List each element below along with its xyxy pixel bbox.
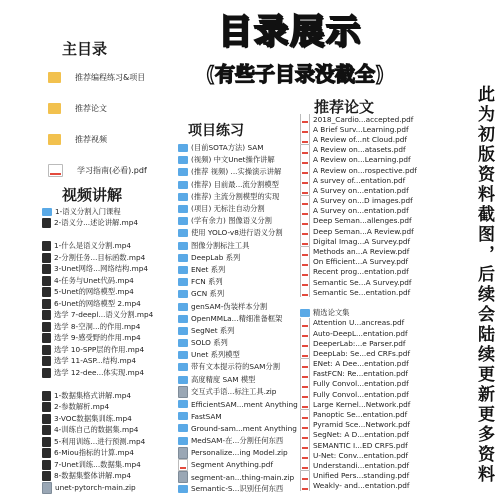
video-item[interactable] bbox=[42, 367, 177, 379]
project-item[interactable] bbox=[178, 215, 306, 227]
project-item[interactable] bbox=[178, 227, 306, 239]
paper-item-label: A Review on...rospective.pdf bbox=[313, 165, 417, 175]
paper-item[interactable] bbox=[300, 236, 418, 246]
paper-item-label: A Survey on...entation.pdf bbox=[313, 185, 409, 195]
project-item[interactable] bbox=[178, 252, 306, 264]
video-item-label: 2-语义分...述论讲解.mp4 bbox=[54, 218, 139, 228]
pdf-icon bbox=[300, 440, 310, 450]
pdf-icon bbox=[300, 206, 310, 216]
paper-item-label: A Review on...atasets.pdf bbox=[313, 145, 406, 155]
pdf-icon bbox=[300, 409, 310, 419]
paper-item[interactable] bbox=[300, 257, 418, 267]
pdf-icon bbox=[300, 196, 310, 206]
video-item-label: 6-Miou指标的计算.mp4 bbox=[54, 448, 134, 458]
project-item[interactable] bbox=[178, 410, 306, 422]
folder-icon bbox=[178, 193, 188, 201]
paper-item-label: Recent prog...entation.pdf bbox=[313, 267, 409, 277]
paper-item[interactable] bbox=[300, 114, 418, 124]
paper-item[interactable] bbox=[300, 277, 418, 287]
video-icon bbox=[42, 345, 51, 355]
paper-item[interactable] bbox=[300, 165, 418, 175]
project-item[interactable] bbox=[178, 337, 306, 349]
project-item-label: Personalize...ing Model.zip bbox=[191, 448, 288, 458]
main-catalog-item-label: 推荐视频 bbox=[75, 135, 107, 144]
paper-item-label: U-Net: Conv...entation.pdf bbox=[313, 450, 409, 460]
paper-item-label: Large Kernel...Network.pdf bbox=[313, 399, 411, 409]
paper-item-label: A Review on...Learning.pdf bbox=[313, 155, 411, 165]
project-item-label: SOLO 系列 bbox=[191, 338, 228, 348]
project-item-label: SegNet 系列 bbox=[191, 325, 235, 335]
video-icon bbox=[42, 402, 51, 412]
pdf-icon bbox=[300, 124, 310, 134]
video-item-label: 1-什么是语义分割.mp4 bbox=[54, 241, 132, 251]
zip-icon bbox=[178, 471, 188, 483]
pdf-icon bbox=[300, 338, 310, 348]
main-catalog-item[interactable] bbox=[48, 62, 188, 93]
project-item-label: Semantic-S...识别任何东西 bbox=[191, 484, 284, 494]
pdf-icon bbox=[300, 226, 310, 236]
project-item[interactable] bbox=[178, 300, 306, 312]
pdf-icon bbox=[300, 155, 310, 165]
folder-icon bbox=[178, 168, 188, 176]
paper-item[interactable] bbox=[300, 359, 418, 369]
video-item-label: 2-参数解析.mp4 bbox=[54, 402, 110, 412]
paper-item bbox=[300, 297, 418, 307]
paper-item-label: A Review of...nt Cloud.pdf bbox=[313, 134, 407, 144]
paper-item[interactable] bbox=[300, 471, 418, 481]
folder-icon bbox=[48, 103, 61, 114]
paper-item-label: Panoptic Se...entation.pdf bbox=[313, 410, 408, 420]
video-item[interactable] bbox=[42, 264, 177, 276]
video-item-label: 选学 8-空洞...的作用.mp4 bbox=[54, 321, 141, 331]
main-catalog-item[interactable] bbox=[48, 155, 188, 186]
video-item[interactable] bbox=[42, 206, 177, 218]
paper-item-label: Deep Seman...allenges.pdf bbox=[313, 216, 412, 226]
project-item[interactable] bbox=[178, 459, 306, 471]
video-item-label: 1-语义分割入门课程 bbox=[55, 206, 121, 216]
project-item[interactable] bbox=[178, 154, 306, 166]
pdf-icon bbox=[300, 145, 310, 155]
folder-icon bbox=[178, 363, 188, 371]
project-item[interactable] bbox=[178, 361, 306, 373]
video-item-label: 5-利用训练...进行预测.mp4 bbox=[54, 436, 146, 446]
zip-icon bbox=[42, 482, 52, 494]
video-item-label: 4-训练自己的数据集.mp4 bbox=[54, 425, 139, 435]
paper-item[interactable] bbox=[300, 318, 418, 328]
paper-item-label: Auto-DeepL...entation.pdf bbox=[313, 328, 408, 338]
video-icon bbox=[42, 322, 51, 332]
pdf-icon bbox=[300, 399, 310, 409]
pdf-icon bbox=[300, 134, 310, 144]
project-item[interactable] bbox=[178, 276, 306, 288]
main-catalog-item-label: 推荐论文 bbox=[75, 104, 107, 113]
project-item[interactable] bbox=[178, 191, 306, 203]
paper-item-label: SegNet: A D...entation.pdf bbox=[313, 430, 409, 440]
paper-item[interactable] bbox=[300, 196, 418, 206]
project-item-label: Segment Anything.pdf bbox=[191, 460, 274, 470]
video-item[interactable] bbox=[42, 252, 177, 264]
project-item[interactable] bbox=[178, 422, 306, 434]
video-item[interactable] bbox=[42, 448, 177, 460]
folder-icon bbox=[178, 412, 188, 420]
paper-item[interactable] bbox=[300, 267, 418, 277]
project-item[interactable] bbox=[178, 240, 306, 252]
project-item[interactable] bbox=[178, 288, 306, 300]
video-icon bbox=[42, 299, 51, 309]
video-list bbox=[42, 206, 177, 494]
paper-item-label: FastFCN: Re...entation.pdf bbox=[313, 369, 408, 379]
project-item-label: EfficientSAM...ment Anything bbox=[191, 399, 298, 409]
pdf-icon bbox=[300, 389, 310, 399]
pdf-icon bbox=[300, 369, 310, 379]
video-item[interactable] bbox=[42, 287, 177, 299]
paper-item[interactable] bbox=[300, 185, 418, 195]
video-icon bbox=[42, 218, 51, 228]
video-icon bbox=[42, 264, 51, 274]
project-item-label: 带有文本提示符的SAM分割 bbox=[191, 362, 281, 372]
pdf-icon bbox=[300, 185, 310, 195]
pdf-icon bbox=[300, 348, 310, 358]
pdf-icon bbox=[300, 430, 310, 440]
video-item-label: 3-VOC数据集训练.mp4 bbox=[54, 413, 132, 423]
pdf-icon bbox=[300, 460, 310, 470]
folder-icon bbox=[48, 134, 61, 145]
video-icon bbox=[42, 391, 51, 401]
paper-item-label: Fully Convol...entation.pdf bbox=[313, 379, 409, 389]
paper-item-label: 2018_Cardio...accepted.pdf bbox=[313, 114, 414, 124]
folder-icon bbox=[178, 327, 188, 335]
folder-icon bbox=[178, 144, 188, 152]
folder-icon bbox=[178, 254, 188, 262]
video-icon bbox=[42, 287, 51, 297]
project-item[interactable] bbox=[178, 142, 306, 154]
folder-icon bbox=[178, 339, 188, 347]
pdf-icon bbox=[300, 318, 310, 328]
paper-item-label: SEMANTIC I...ED CRFS.pdf bbox=[313, 440, 408, 450]
paper-item-label: Digital Imag...A Survey.pdf bbox=[313, 236, 411, 246]
paper-item[interactable] bbox=[300, 338, 418, 348]
project-item[interactable] bbox=[178, 435, 306, 447]
pdf-icon bbox=[300, 267, 310, 277]
zip-icon bbox=[178, 447, 188, 459]
video-item-label: 5-Unet的网络模型.mp4 bbox=[54, 287, 134, 297]
paper-item-label: Understandi...entation.pdf bbox=[313, 460, 410, 470]
paper-item[interactable] bbox=[300, 348, 418, 358]
video-icon bbox=[42, 460, 51, 470]
paper-item[interactable] bbox=[300, 430, 418, 440]
project-item-label: 图像分割标注工具 bbox=[191, 240, 250, 250]
folder-icon bbox=[300, 309, 310, 317]
project-item[interactable] bbox=[178, 313, 306, 325]
main-catalog-title: 主目录 bbox=[62, 40, 108, 58]
folder-icon bbox=[178, 181, 188, 189]
folder-icon bbox=[178, 351, 188, 359]
video-icon bbox=[42, 276, 51, 286]
pdf-icon bbox=[178, 459, 188, 471]
project-item[interactable] bbox=[178, 349, 306, 361]
project-item-label: (推荐 视频) ...实操演示讲解 bbox=[191, 167, 282, 177]
video-item-label: 选学 11-ASP...结构.mp4 bbox=[54, 356, 136, 366]
paper-item-label: A Survey on...entation.pdf bbox=[313, 206, 409, 216]
pdf-icon bbox=[300, 287, 310, 297]
video-item[interactable] bbox=[42, 413, 177, 425]
project-item-label: OpenMMLa...精细准备框架 bbox=[191, 313, 283, 323]
paper-item[interactable] bbox=[300, 389, 418, 399]
video-item[interactable] bbox=[42, 471, 177, 483]
project-item-label: GCN 系列 bbox=[191, 289, 225, 299]
paper-item[interactable] bbox=[300, 379, 418, 389]
pdf-icon bbox=[300, 257, 310, 267]
paper-item-label: 精选论文集 bbox=[313, 307, 350, 317]
video-icon bbox=[42, 471, 51, 481]
project-item[interactable] bbox=[178, 325, 306, 337]
video-icon bbox=[42, 368, 51, 378]
project-item-label: (推荐) 主流分割模型的实现 bbox=[191, 191, 280, 201]
pdf-icon bbox=[300, 114, 310, 124]
folder-icon bbox=[178, 217, 188, 225]
video-item[interactable] bbox=[42, 275, 177, 287]
project-section-title: 项目练习 bbox=[188, 123, 244, 139]
folder-icon bbox=[178, 376, 188, 384]
paper-item-label: A Survey on...D images.pdf bbox=[313, 196, 413, 206]
video-item-label: 1-数据集格式讲解.mp4 bbox=[54, 390, 132, 400]
paper-item[interactable] bbox=[300, 328, 418, 338]
paper-item[interactable] bbox=[300, 226, 418, 236]
paper-item-label: On Efficient...A Survey.pdf bbox=[313, 257, 409, 267]
video-item-label: 选学 7-deepl...语义分割.mp4 bbox=[54, 310, 154, 320]
paper-item-label: A Brief Surv...Learning.pdf bbox=[313, 124, 409, 134]
paper-item-label: Semantic Se...A Survey.pdf bbox=[313, 277, 412, 287]
video-icon bbox=[42, 310, 51, 320]
paper-section-title: 推荐论文 bbox=[314, 98, 375, 116]
paper-item[interactable] bbox=[300, 450, 418, 460]
project-item-label: Ground-sam...ment Anything bbox=[191, 423, 297, 433]
project-item[interactable] bbox=[178, 386, 306, 398]
project-item-label: (项目) 无标注自动分割 bbox=[191, 204, 265, 214]
paper-item[interactable] bbox=[300, 287, 418, 297]
video-item[interactable] bbox=[42, 310, 177, 322]
paper-item-label: DeepLab: Se...ed CRFs.pdf bbox=[313, 348, 411, 358]
project-item-label: (目前SOTA方法) SAM bbox=[191, 143, 264, 153]
pdf-icon bbox=[48, 164, 63, 177]
paper-item-label: Unified Pers...standing.pdf bbox=[313, 471, 410, 481]
video-item[interactable] bbox=[42, 241, 177, 253]
paper-item-label: A survey of...entation.pdf bbox=[313, 175, 406, 185]
pdf-icon bbox=[300, 420, 310, 430]
paper-item[interactable] bbox=[300, 246, 418, 256]
paper-item[interactable] bbox=[300, 308, 418, 318]
project-item-label: segment-an...thing-main.zip bbox=[191, 472, 295, 482]
project-item[interactable] bbox=[178, 398, 306, 410]
paper-item-label: Weakly- and...entation.pdf bbox=[313, 481, 410, 491]
video-item-label: 7-Unet训练...数据集.mp4 bbox=[54, 459, 141, 469]
folder-icon bbox=[178, 205, 188, 213]
paper-item-label: Deep Seman...A Review.pdf bbox=[313, 226, 414, 236]
project-item[interactable] bbox=[178, 374, 306, 386]
video-item-label: 选学 9-感受野的作用.mp4 bbox=[54, 333, 141, 343]
project-item-label: 使用 YOLO-v8进行语义分割 bbox=[191, 228, 283, 238]
folder-icon bbox=[178, 278, 188, 286]
paper-item-label: Pyramid Sce...Network.pdf bbox=[313, 420, 410, 430]
video-item[interactable] bbox=[42, 390, 177, 402]
paper-item[interactable] bbox=[300, 155, 418, 165]
paper-item[interactable] bbox=[300, 134, 418, 144]
project-item[interactable] bbox=[178, 203, 306, 215]
project-item[interactable] bbox=[178, 471, 306, 483]
paper-item-label: ENet: A Dee...entation.pdf bbox=[313, 359, 409, 369]
folder-icon bbox=[178, 437, 188, 445]
folder-icon bbox=[178, 424, 188, 432]
main-catalog-list bbox=[48, 62, 188, 186]
folder-icon bbox=[178, 266, 188, 274]
project-item-label: (推荐) 目前最...流分割模型 bbox=[191, 179, 279, 189]
video-icon bbox=[42, 414, 51, 424]
project-item-label: ENet 系列 bbox=[191, 264, 226, 274]
folder-icon bbox=[178, 229, 188, 237]
pdf-icon bbox=[300, 236, 310, 246]
folder-icon bbox=[178, 303, 188, 311]
project-item[interactable] bbox=[178, 166, 306, 178]
video-item-label: 4-任务与Unet代码.mp4 bbox=[54, 275, 134, 285]
side-note: 此为初版资料截图，后续会陆续更新更多资料 bbox=[474, 85, 494, 485]
video-icon bbox=[42, 356, 51, 366]
video-item-label: 8-数据集整体讲解.mp4 bbox=[54, 471, 132, 481]
paper-item[interactable] bbox=[300, 481, 418, 491]
project-item[interactable] bbox=[178, 264, 306, 276]
zip-icon bbox=[178, 386, 188, 398]
video-item-label: unet-pytorch-main.zip bbox=[55, 483, 136, 493]
video-item[interactable] bbox=[42, 218, 177, 230]
folder-icon bbox=[178, 315, 188, 323]
paper-item[interactable] bbox=[300, 420, 418, 430]
pdf-icon bbox=[300, 277, 310, 287]
project-item[interactable] bbox=[178, 179, 306, 191]
video-icon bbox=[42, 241, 51, 251]
pdf-icon bbox=[300, 471, 310, 481]
project-item-label: 交互式手语...标注工具.zip bbox=[191, 386, 277, 396]
paper-item-label: Fully Convol...entation.pdf bbox=[313, 389, 409, 399]
paper-item[interactable] bbox=[300, 145, 418, 155]
paper-item[interactable] bbox=[300, 460, 418, 470]
project-item-label: FCN 系列 bbox=[191, 277, 223, 287]
folder-icon bbox=[178, 156, 188, 164]
paper-item[interactable] bbox=[300, 369, 418, 379]
video-item[interactable] bbox=[42, 344, 177, 356]
video-item-label: 选学 10-SPP层的作用.mp4 bbox=[54, 344, 145, 354]
video-item[interactable] bbox=[42, 482, 177, 494]
video-item[interactable] bbox=[42, 298, 177, 310]
paper-item[interactable] bbox=[300, 175, 418, 185]
paper-item-label: Semantic Se...entation.pdf bbox=[313, 287, 411, 297]
project-item-label: DeepLab 系列 bbox=[191, 252, 241, 262]
main-catalog-item[interactable] bbox=[48, 93, 188, 124]
project-item-label: (视频) 中文Unet操作讲解 bbox=[191, 155, 275, 165]
paper-item[interactable] bbox=[300, 409, 418, 419]
video-item[interactable] bbox=[42, 333, 177, 345]
pdf-icon bbox=[300, 481, 310, 491]
pdf-icon bbox=[300, 216, 310, 226]
project-item-label: MedSAM-在...分割任何东西 bbox=[191, 435, 284, 445]
video-item-label: 6-Unet的网络模型 2.mp4 bbox=[54, 298, 141, 308]
pdf-icon bbox=[300, 328, 310, 338]
project-item-label: FastSAM bbox=[191, 411, 222, 421]
project-list bbox=[178, 142, 306, 495]
folder-icon bbox=[178, 400, 188, 408]
paper-item[interactable] bbox=[300, 124, 418, 134]
paper-item-label: DeeperLab:...e Parser.pdf bbox=[313, 338, 406, 348]
pdf-icon bbox=[300, 165, 310, 175]
main-catalog-item-label: 学习指南(必看).pdf bbox=[77, 166, 147, 175]
project-item-label: 高度精度 SAM 模型 bbox=[191, 374, 256, 384]
video-item[interactable] bbox=[42, 436, 177, 448]
video-item[interactable] bbox=[42, 356, 177, 368]
paper-item-label: Methods an...A Review.pdf bbox=[313, 247, 410, 257]
video-item[interactable] bbox=[42, 321, 177, 333]
video-section-title: 视频讲解 bbox=[62, 186, 123, 204]
video-icon bbox=[42, 448, 51, 458]
pdf-icon bbox=[300, 450, 310, 460]
video-item-label: 2-分割任务...目标函数.mp4 bbox=[54, 252, 146, 262]
pdf-icon bbox=[300, 379, 310, 389]
main-catalog-item-label: 推荐编程练习&项目 bbox=[75, 73, 146, 82]
video-icon bbox=[42, 425, 51, 435]
folder-icon bbox=[178, 290, 188, 298]
page-subtitle: (有些子目录没截全) bbox=[205, 62, 385, 86]
video-item[interactable] bbox=[42, 402, 177, 414]
video-item[interactable] bbox=[42, 459, 177, 471]
video-item bbox=[42, 229, 177, 241]
paper-item-label: Attention U...ancreas.pdf bbox=[313, 318, 405, 328]
pdf-icon bbox=[300, 359, 310, 369]
project-item-label: (学有余力) 图像语义分割 bbox=[191, 216, 272, 226]
pdf-icon bbox=[300, 246, 310, 256]
video-item-label: 3-Unet网络...网络结构.mp4 bbox=[54, 264, 149, 274]
video-item-label: 选学 12-dee...体实现.mp4 bbox=[54, 367, 144, 377]
project-item-label: Unet 系列模型 bbox=[191, 350, 240, 360]
project-item[interactable] bbox=[178, 483, 306, 495]
pdf-icon bbox=[300, 175, 310, 185]
paper-list bbox=[300, 114, 418, 491]
paper-item[interactable] bbox=[300, 206, 418, 216]
video-icon bbox=[42, 437, 51, 447]
folder-icon bbox=[178, 242, 188, 250]
project-item[interactable] bbox=[178, 447, 306, 459]
video-icon bbox=[42, 253, 51, 263]
main-catalog-item[interactable] bbox=[48, 124, 188, 155]
paper-item[interactable] bbox=[300, 399, 418, 409]
page-title: 目录展示 bbox=[218, 12, 362, 52]
folder-icon bbox=[48, 72, 61, 83]
video-item[interactable] bbox=[42, 425, 177, 437]
project-item-label: genSAM-伪装样本分割 bbox=[191, 301, 268, 311]
video-icon bbox=[42, 333, 51, 343]
folder-icon bbox=[178, 485, 188, 493]
paper-item[interactable] bbox=[300, 216, 418, 226]
video-item bbox=[42, 379, 177, 391]
paper-item[interactable] bbox=[300, 440, 418, 450]
folder-icon bbox=[42, 208, 52, 216]
